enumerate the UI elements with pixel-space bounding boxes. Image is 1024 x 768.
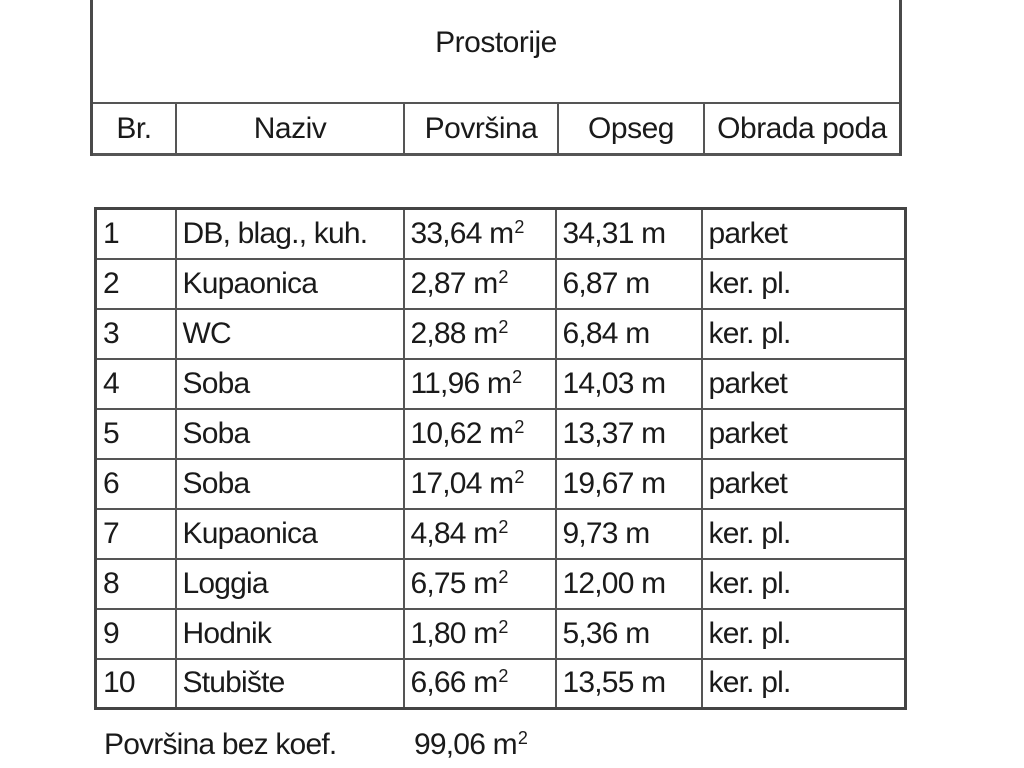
room-number-text: 3 [103,316,119,350]
room-perimeter-text: 13,55 m [562,666,666,700]
room-number-text: 1 [103,216,119,250]
room-perimeter-text: 5,36 m [562,616,650,650]
room-name-text: Hodnik [182,616,272,650]
room-name-text: Loggia [182,566,268,600]
room-perimeter-text: 6,87 m [562,266,650,300]
room-floor-finish [702,209,906,259]
room-name-text: Kupaonica [182,266,318,300]
total-area-value [414,728,527,762]
room-floor-finish-text: ker. pl. [708,516,791,550]
room-number [96,459,176,509]
room-number [96,509,176,559]
room-number [96,659,176,709]
room-name [176,409,404,459]
column-header-obrada-poda: Obrada poda [717,111,887,145]
room-number-text: 5 [103,416,119,450]
room-perimeter-text: 9,73 m [562,516,650,550]
area-superscript: 2 [498,666,508,687]
room-perimeter-text: 19,67 m [562,466,666,500]
room-number-text: 7 [103,516,119,550]
room-floor-finish [702,259,906,309]
room-floor-finish [702,509,906,559]
room-name [176,509,404,559]
room-floor-finish [702,409,906,459]
room-area [404,659,556,709]
table-row [96,509,906,559]
room-number [96,209,176,259]
table-row [96,209,906,259]
column-header-opseg: Opseg [559,104,705,153]
room-area [404,559,556,609]
room-perimeter-text: 34,31 m [562,216,666,250]
room-area-text: 10,62 m [410,416,514,450]
room-floor-finish-text: ker. pl. [708,616,791,650]
room-area-text: 2,88 m [410,316,498,350]
room-perimeter [556,409,702,459]
room-area [404,359,556,409]
room-floor-finish-text: parket [708,416,788,450]
table-row [96,409,906,459]
total-area-number: 99,06 m [414,728,517,761]
room-floor-finish-text: ker. pl. [708,316,791,350]
area-superscript: 2 [514,216,524,237]
room-name-text: WC [182,316,231,350]
room-area-text: 1,80 m [410,616,498,650]
column-header-row [93,104,899,156]
room-area-text: 17,04 m [410,466,514,500]
table-row [96,459,906,509]
room-name [176,659,404,709]
room-perimeter [556,509,702,559]
room-floor-finish-text: ker. pl. [708,566,791,600]
room-number [96,559,176,609]
area-superscript: 2 [498,316,508,337]
room-perimeter [556,209,702,259]
room-area [404,459,556,509]
table-row [96,659,906,709]
area-superscript: 2 [517,728,528,748]
area-superscript: 2 [498,266,508,287]
room-name [176,609,404,659]
table-title: Prostorije [435,26,557,59]
room-perimeter [556,609,702,659]
room-floor-finish [702,459,906,509]
room-name [176,359,404,409]
room-floor-finish-text: parket [708,216,788,250]
room-name-text: Kupaonica [182,516,318,550]
room-number [96,609,176,659]
room-number [96,359,176,409]
room-area [404,509,556,559]
room-number [96,309,176,359]
room-number-text: 8 [103,566,119,600]
room-floor-finish-text: ker. pl. [708,666,791,700]
room-area [404,259,556,309]
room-perimeter [556,459,702,509]
table-row [96,309,906,359]
room-name [176,209,404,259]
room-area-text: 4,84 m [410,516,498,550]
column-header-naziv: Naziv [177,104,405,153]
room-name-text: Soba [182,416,250,450]
room-perimeter [556,309,702,359]
table-header-block [90,0,902,156]
room-area-text: 33,64 m [410,216,514,250]
room-floor-finish [702,309,906,359]
column-header-br: Br. [93,104,177,153]
area-superscript: 2 [498,566,508,587]
room-floor-finish [702,659,906,709]
room-floor-finish [702,559,906,609]
room-floor-finish-text: parket [708,466,788,500]
room-number-text: 9 [103,616,119,650]
room-floor-finish [702,609,906,659]
room-area [404,609,556,659]
room-floor-finish-text: ker. pl. [708,266,791,300]
room-perimeter-text: 14,03 m [562,366,666,400]
table-row [96,259,906,309]
room-perimeter-text: 12,00 m [562,566,666,600]
room-name [176,309,404,359]
room-number [96,259,176,309]
room-area [404,409,556,459]
room-perimeter-text: 13,37 m [562,416,666,450]
room-area-text: 6,66 m [410,666,498,700]
room-name [176,259,404,309]
room-name-text: Stubište [182,666,285,700]
total-area-label: Površina bez koef. [104,728,337,761]
room-floor-finish [702,359,906,409]
room-number [96,409,176,459]
room-area-text: 6,75 m [410,566,498,600]
table-row [96,609,906,659]
room-perimeter [556,259,702,309]
room-name-text: Soba [182,466,250,500]
area-superscript: 2 [514,416,524,437]
room-number-text: 10 [103,666,135,700]
room-area [404,209,556,259]
rooms-table [94,207,907,710]
room-area [404,309,556,359]
table-title-row [93,0,899,104]
table-row [96,559,906,609]
area-superscript: 2 [512,366,522,387]
room-name-text: Soba [182,366,250,400]
room-area-text: 2,87 m [410,266,498,300]
room-area-text: 11,96 m [410,366,512,400]
area-superscript: 2 [498,516,508,537]
area-superscript: 2 [514,466,524,487]
room-name-text: DB, blag., kuh. [182,216,368,250]
room-name [176,559,404,609]
room-number-text: 4 [103,366,119,400]
room-number-text: 2 [103,266,119,300]
room-floor-finish-text: parket [708,366,788,400]
room-perimeter [556,559,702,609]
room-perimeter-text: 6,84 m [562,316,650,350]
table-row [96,359,906,409]
room-perimeter [556,359,702,409]
column-header-povrsina: Površina [405,104,559,153]
room-perimeter [556,659,702,709]
room-number-text: 6 [103,466,119,500]
rooms-table-body [96,209,906,709]
area-superscript: 2 [498,616,508,637]
room-name [176,459,404,509]
